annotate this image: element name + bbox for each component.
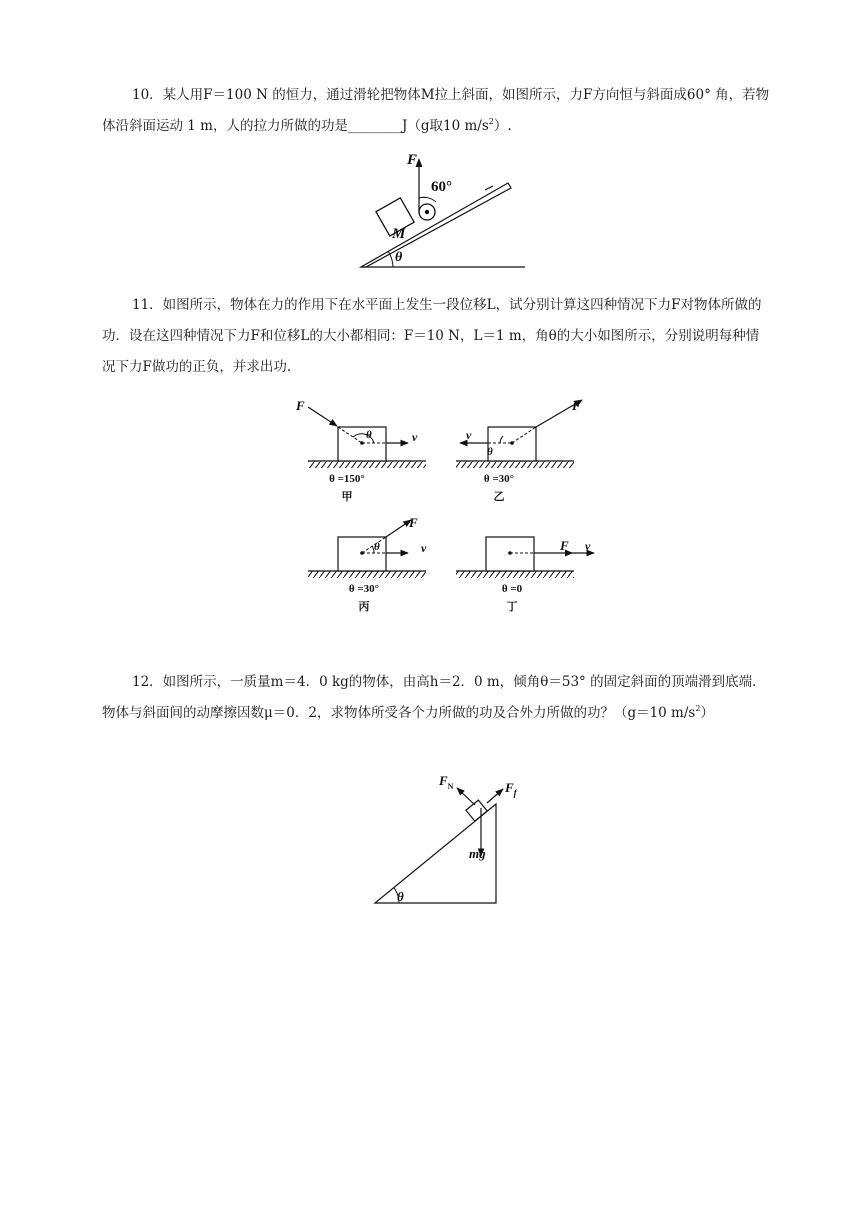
- label-F: F: [407, 152, 418, 168]
- q10-text: 10．某人用F＝100 N 的恒力，通过滑轮把物体M拉上斜面，如图所示，力F方向恒与斜面成60° 角，若物体沿斜面运动 1 m，人的拉力所做的功是________J（g取10 m/s: [102, 87, 770, 134]
- label-M: M: [392, 226, 406, 242]
- label-Ff-main: F: [505, 780, 514, 795]
- panel-name: 丁: [506, 601, 518, 613]
- center-dot: [360, 441, 364, 445]
- ground-hatch: [456, 571, 574, 578]
- label-v: v: [421, 541, 427, 555]
- label-theta: θ: [487, 446, 493, 458]
- label-F: F: [409, 515, 418, 530]
- figure-q11-panel-yi: [442, 390, 592, 520]
- label-v: v: [412, 430, 418, 444]
- label-theta: θ: [374, 541, 380, 553]
- figure-q10-incline-pulley: [355, 150, 535, 272]
- figure-q11-panel-ding: [442, 505, 602, 625]
- force-F: [386, 520, 411, 537]
- incline-edge: [485, 186, 493, 190]
- label-mg: mg: [469, 846, 486, 861]
- pulley-axle: [425, 210, 429, 214]
- label-60: 60°: [431, 179, 452, 195]
- q10-text-end: ）.: [493, 118, 512, 134]
- label-Ff-sub: f: [513, 788, 517, 798]
- ground-hatch: [308, 461, 426, 468]
- label-F: F: [296, 398, 305, 413]
- label-FN: [438, 773, 454, 791]
- figure-q12-incline-forces: [365, 768, 517, 910]
- label-Ff: [504, 780, 518, 798]
- label-v: v: [585, 539, 591, 553]
- force-Ff: [487, 789, 503, 803]
- q12-text-end: ）: [700, 705, 714, 721]
- figure-q11-panel-jia: [290, 390, 440, 520]
- label-FN-sub: N: [447, 782, 454, 791]
- label-F: F: [560, 538, 569, 553]
- force-FN: [457, 788, 475, 805]
- theta-value: θ =150°: [329, 473, 365, 485]
- theta-value: θ =30°: [348, 583, 380, 595]
- label-theta: θ: [366, 429, 372, 441]
- label-v: v: [466, 428, 472, 442]
- center-dot: [510, 441, 514, 445]
- force-F: [308, 407, 337, 426]
- question-10: [102, 80, 772, 142]
- theta-value: θ =30°: [483, 473, 515, 485]
- panel-name: 乙: [493, 491, 505, 503]
- center-dot: [360, 551, 364, 555]
- q10-superscript: 2: [488, 117, 494, 126]
- ground-hatch: [308, 571, 426, 578]
- figure-q11-panel-bing: [290, 505, 440, 625]
- question-11: 11．如图所示，物体在力的作用下在水平面上发生一段位移L，试分别计算这四种情况下力F对物体所做的功．设在这四种情况下力F和位移L的大小都相同：F＝10 N，L＝1 m，角θ的大小如图所示，分别说明每种情况下力F做功的正负，并求出功.: [102, 297, 762, 375]
- question-12: [102, 667, 772, 729]
- label-F: F: [572, 398, 581, 413]
- q12-text: 12．如图所示，一质量m＝4．0 kg的物体，由高h＝2．0 m，倾角θ＝53° 的固定斜面的顶端滑到底端．物体与斜面间的动摩擦因数μ＝0．2，求物体所受各个力所做的功及合外力所做的功？（g＝10 m/s: [102, 674, 766, 721]
- panel-name: 丙: [358, 601, 370, 613]
- label-theta: θ: [395, 250, 403, 265]
- q12-superscript: 2: [695, 704, 701, 713]
- center-dot: [508, 551, 512, 555]
- ground-hatch: [456, 461, 574, 468]
- label-theta: θ: [397, 889, 404, 904]
- label-FN-main: F: [439, 773, 448, 788]
- panel-name: 甲: [341, 491, 353, 503]
- theta-value: θ =0: [501, 583, 523, 595]
- angle-60-arc: [419, 197, 436, 202]
